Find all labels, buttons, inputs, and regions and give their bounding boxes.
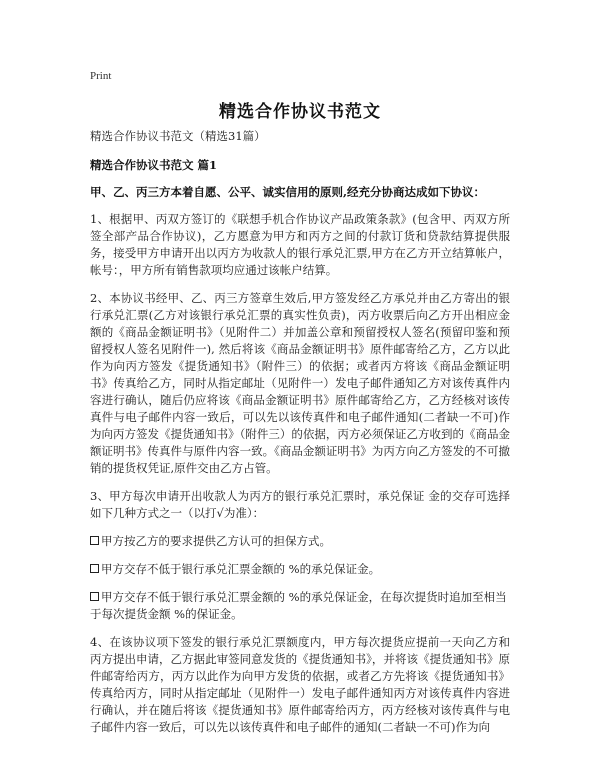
- document-body: [90, 128, 510, 747]
- checkbox-square-icon: [90, 536, 99, 545]
- option-text: 甲方交存不低于银行承兑汇票金额的 %的承兑保证金。: [101, 562, 381, 576]
- option-item: [90, 561, 510, 578]
- option-item: [90, 533, 510, 550]
- clause-paragraph-3: 3、甲方每次申请开出收款人为丙方的银行承兑汇票时，承兑保证 金的交存可选择如下几种方式之一（以打√为准）：: [90, 489, 510, 520]
- option-text: 甲方交存不低于银行承兑汇票金额的 %的承兑保证金，在每次提货时追加至相当于每次提货金额 %的保证金。: [90, 590, 507, 621]
- document-title: 精选合作协议书范文: [219, 102, 381, 122]
- print-label: Print: [90, 70, 112, 82]
- option-item: [90, 589, 510, 623]
- clause-paragraph-1: 1、根据甲、丙双方签订的《联想手机合作协议产品政策条款》(包含甲、丙双方所签全部产品合作协议)，乙方愿意为甲方和丙方之间的付款订货和贷款结算提供服务，接受甲方申请开出以丙方为收款人的银行承兑汇票,甲方在乙方开立结算帐户，帐号：，甲方所有销售款项均应通过该帐户结算。: [90, 212, 510, 277]
- clause-paragraph-2: 2、本协议书经甲、乙、丙三方签章生效后,甲方签发经乙方承兑并由乙方寄出的银行承兑汇票(乙方对该银行承兑汇票的真实性负责)，丙方收票后向乙方开出相应金额的《商品金额证明书》（见附件二）并加盖公章和预留授权人签名(预留印鉴和预留授权人签名见附件一), 然后将该《商品金额证明书》原件邮寄给乙方，乙方以此作为向丙方签发《提货通知书》（附件三）的依据；或者丙方将该《商品金额证明书》传真给乙方，同时从指定邮址（见附件一）发电子邮件通知乙方对该传真件内容进行确认，随后仍应将该《商品金额证明书》原件邮寄给乙方，乙方经核对该传真件与电子邮件内容一致后，可以先以该传真件和电子邮件通知(二者缺一不可)作为向丙方签发《提货通知书》（附件三）的依据，丙方必须保证乙方收到的《商品金额证明书》传真件与原件内容一致。《商品金额证明书》为丙方向乙方签发的不可撤销的提货权凭证,原件交由乙方占管。: [90, 291, 510, 475]
- clause-paragraph-4: 4、在该协议项下签发的银行承兑汇票额度内，甲方每次提货应提前一天向乙方和丙方提出申请，乙方据此审签同意发货的《提货通知书》，并将该《提货通知书》原件邮寄给丙方，丙方以此作为向甲方发货的依据，或者乙方先将该《提货通知书》传真给丙方，同时从指定邮址（见附件一）发电子邮件通知丙方对该传真件内容进行确认，并在随后将该《提货通知书》原件邮寄给丙方，丙方经核对该传真件与电子邮件内容一致后，可以先以该传真件和电子邮件的通知(二者缺一不可)作为向: [90, 635, 510, 734]
- agreement-lead: 甲、乙、丙三方本着自愿、公平、诚实信用的原则,经充分协商达成如下协议：: [90, 185, 485, 199]
- checkbox-square-icon: [90, 592, 99, 601]
- option-text: 甲方按乙方的要求提供乙方认可的担保方式。: [101, 534, 331, 548]
- checkbox-square-icon: [90, 564, 99, 573]
- document-subtitle: 精选合作协议书范文（精选31篇）: [90, 129, 266, 143]
- section-heading: 精选合作协议书范文 篇1: [90, 158, 218, 172]
